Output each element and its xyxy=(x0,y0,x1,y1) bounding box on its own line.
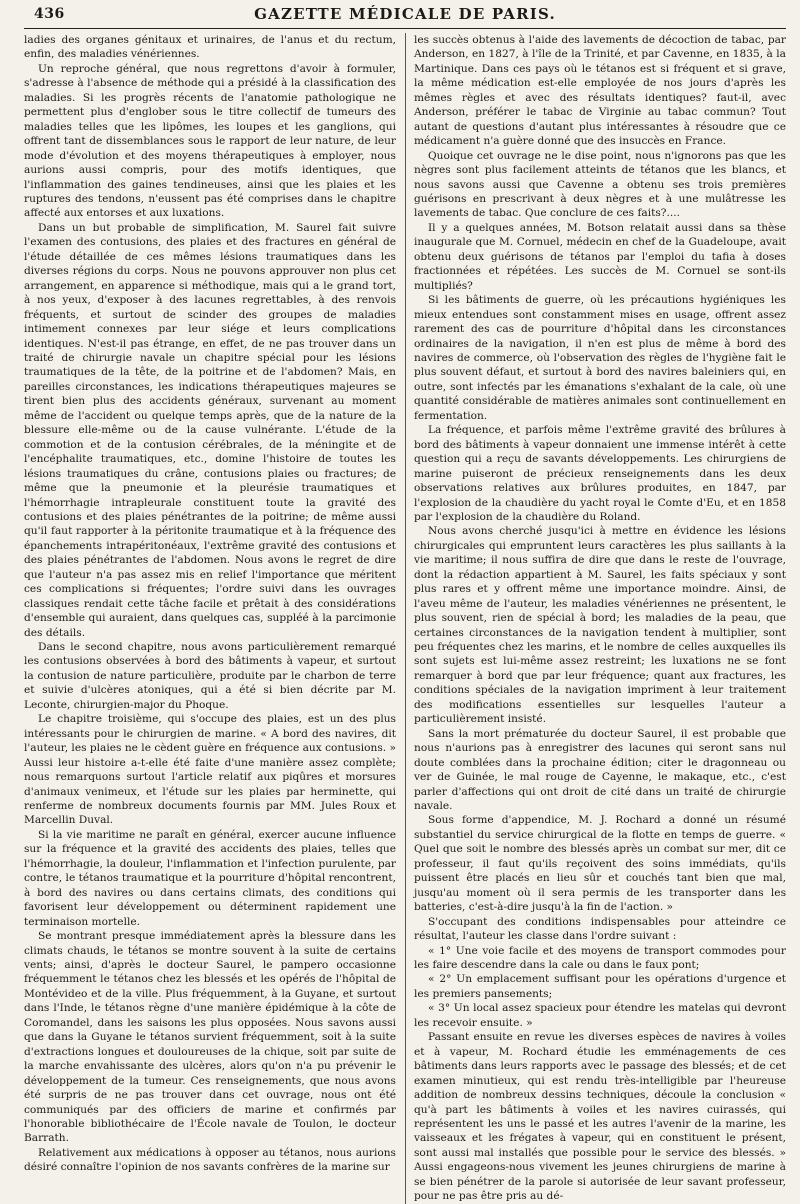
list-item: « 2° Un emplacement suffisant pour les opérations d'urgence et les premiers pansements; xyxy=(414,973,786,1000)
paragraph: Un reproche général, que nous regrettons d'avoir à formuler, s'adresse à l'absence de méthode qui a présidé à la classification des maladies. Si les progrès récents de l'anatomie pathologique ne permettent plus d'englober sous le titre collectif de tumeurs des maladies telles que les lipômes, les loupes et les ganglions, qui offrent tant de dissemblances sous le rapport de leur nature, de leur mode d'évolution et des moyens thérapeutiques à employer, nous aurions aussi compris, pour des motifs identiques, que l'inflammation des gaines tendineuses, ainsi que les plaies et les ruptures des tendons, n'eussent pas été comprises dans le chapitre affecté aux entorses et aux luxations. xyxy=(24,62,396,220)
paragraph: ladies des organes génitaux et urinaires, de l'anus et du rectum, enfin, des maladies vénériennes. xyxy=(24,34,396,61)
column-divider xyxy=(405,33,406,1204)
paragraph: La fréquence, et parfois même l'extrême gravité des brûlures à bord des bâtiments à vapeur donnaient une immense intérêt à cette question qui a reçu de savants développements. Les chirurgiens de marine puiseront de précieux renseignements dans les deux observations relatives aux brûlures produites, en 1847, par l'explosion de la chaudière du yacht royal le Comte d'Eu, et en 1858 par l'explosion de la chaudière du Roland. xyxy=(414,424,786,523)
page-number: 436 xyxy=(34,6,65,22)
list-item: « 1° Une voie facile et des moyens de transport commodes pour les faire descendre dans la cale ou dans le faux pont; xyxy=(414,944,786,971)
paragraph: Sans la mort prématurée du docteur Saurel, il est probable que nous n'aurions pas à enregistrer des lacunes qui seront sans nul doute comblées dans la prochaine édition; citer le dragonneau ou ver de Guinée, le mal rouge de Cayenne, le makaque, etc., c'est parler d'affections qui ont droit de cité dans un traité de chirurgie navale. xyxy=(414,727,786,813)
paragraph: Sous forme d'appendice, M. J. Rochard a donné un résumé substantiel du service chirurgical de la flotte en temps de guerre. « Quel que soit le nombre des blessés après un combat sur mer, dit ce professeur, il faut qu'ils reçoivent des soins immédiats, qu'ils puissent être placés en lieu sûr et couchés tant bien que mal, jusqu'au moment où il sera permis de les transporter dans les batteries, c'est-à-dire jusqu'à la fin de l'action. » xyxy=(414,814,786,914)
page-header xyxy=(24,0,786,29)
paragraph: Nous avons cherché jusqu'ici à mettre en évidence les lésions chirurgicales qui empruntent leurs caractères les plus saillants à la vie maritime; il nous suffira de dire que dans le reste de l'ouvrage, dont la rédaction appartient à M. Saurel, les faits spéciaux y sont plus rares et y offrent même une importance moindre. Ainsi, de l'aveu même de l'auteur, les maladies vénériennes ne présentent, le plus souvent, rien de spécial à bord; les maladies de la peau, que certaines circonstances de la navigation tendent à multiplier, sont peu fréquentes chez les marins, et le nombre de celles auxquelles ils sont sujets est lui-même assez restreint; les luxations ne se font remarquer à bord que par leur fréquence; quant aux fractures, les conditions spéciales de la navigation impriment à leur traitement des modifications essentielles sur lesquelles l'auteur a particulièrement insisté. xyxy=(414,525,786,726)
paragraph: Relativement aux médications à opposer au tétanos, nous aurions désiré connaître l'opinion de nos savants confrères de la marine sur xyxy=(24,1146,396,1174)
journal-title: GAZETTE MÉDICALE DE PARIS. xyxy=(254,5,556,23)
list-item: « 3° Un local assez spacieux pour étendre les matelas qui devront les recevoir ensuite. » xyxy=(414,1002,786,1029)
paragraph: Si les bâtiments de guerre, où les précautions hygiéniques les mieux entendues sont constamment mises en usage, offrent assez rarement des cas de pourriture d'hôpital dans les circonstances ordinaires de la navigation, il n'en est plus de même à bord des navires de commerce, où l'observation des règles de l'hygiène fait le plus souvent défaut, et surtout à bord des navires baleiniers qui, en outre, sont infectés par les émanations s'exhalant de la cale, où une quantité considérable de matières animales sont continuellement en fermentation. xyxy=(414,294,786,422)
paragraph: Dans un but probable de simplification, M. Saurel fait suivre l'examen des contusions, des plaies et des fractures en général de l'étude détaillée de ces mêmes lésions traumatiques dans les diverses régions du corps. Nous ne pouvons approuver non plus cet arrangement, en apparence si méthodique, mais qui a le grand tort, à nos yeux, d'exposer à des lacunes regrettables, à des renvois fréquents, et surtout de scinder des groupes de maladies intimement connexes par leur siége et leurs complications identiques. N'est-il pas étrange, en effet, de ne pas trouver dans un traité de chirurgie navale un chapitre spécial pour les lésions traumatiques de la tête, de la poitrine et de l'abdomen? Mais, en pareilles circonstances, les indications thérapeutiques majeures se tirent bien plus des accidents généraux, survenant au moment même de l'accident ou quelque temps après, que de la nature de la blessure elle-même ou de la cause vulnérante. L'étude de la commotion et de la contusion cérébrales, de la méningite et de l'encéphalite traumatiques, etc., domine l'histoire de toutes les lésions traumatiques du crâne, contusions plaies ou fractures; de même que la pneumonie et la pleurésie traumatiques et l'hémorrhagie intrapleurale constituent toute la gravité des contusions et des plaies pénétrantes de la poitrine; de même aussi qu'il faut rapporter à la péritonite traumatique et à la fréquence des épanchements intrapéritonéaux, l'extrême gravité des contusions et des plaies pénétrantes de l'abdomen. Nous avons le regret de dire que l'auteur n'a pas assez mis en relief l'importance que méritent ces complications si fréquentes; l'ordre suivi dans les ouvrages classiques rendait cette tâche facile et prêtait à des considérations d'ensemble qui auraient, dans quelques cas, suppléé à la parcimonie des détails. xyxy=(24,221,396,639)
text-columns xyxy=(24,33,786,1204)
paragraph: Le chapitre troisième, qui s'occupe des plaies, est un des plus intéressants pour le chirurgien de marine. « A bord des navires, dit l'auteur, les plaies ne le cèdent guère en fréquence aux contusions. » Aussi leur histoire a-t-elle été faite d'une manière assez complète; nous remarquons surtout l'article relatif aux piqûres et morsures d'animaux venimeux, et l'étude sur les plaies par herminette, qui renferme de nombreux documents fournis par MM. Jules Roux et Marcellin Duval. xyxy=(24,713,396,827)
paragraph: Si la vie maritime ne paraît en général, exercer aucune influence sur la fréquence et la gravité des accidents des plaies, telles que l'hémorrhagie, la douleur, l'inflammation et l'infection purulente, par contre, le tétanos traumatique et la pourriture d'hôpital rencontrent, à bord des navires ou dans certains climats, des conditions qui favorisent leur développement ou déterminent rapidement une terminaison mortelle. xyxy=(24,828,396,928)
paragraph: S'occupant des conditions indispensables pour atteindre ce résultat, l'auteur les classe dans l'ordre suivant : xyxy=(414,915,786,943)
paragraph: les succès obtenus à l'aide des lavements de décoction de tabac, par Anderson, en 1827, à l'île de la Trinité, et par Cavenne, en 1835, à la Martinique. Dans ces pays où le tétanos est si fréquent et si grave, la même médication est-elle employée de nos jours d'après les mêmes règles et avec des résultats identiques? faut-il, avec Anderson, préférer le tabac de Virginie au tabac commun? Tout autant de questions d'autant plus intéressantes à résoudre que ce médicament n'a guère donné que des insuccès en France. xyxy=(414,34,786,148)
paragraph: Quoique cet ouvrage ne le dise point, nous n'ignorons pas que les nègres sont plus facilement atteints de tétanos que les blancs, et nous savons aussi que Cavenne a obtenu ses trois premières guérisons en prescrivant à deux nègres et à une mulâtresse les lavements de tabac. Que conclure de ces faits?.... xyxy=(414,149,786,220)
paragraph: Se montrant presque immédiatement après la blessure dans les climats chauds, le tétanos se montre souvent à la suite de certains vents; ainsi, d'après le docteur Saurel, le pampero occasionne fréquemment le tétanos chez les blessés et les opérés de l'hôpital de Montévideo et de la ville. Plus fréquemment, à la Guyane, et surtout dans l'Inde, le tétanos règne d'une manière épidémique à la côte de Coromandel, dans les saisons les plus opposées. Nous savons aussi que dans la Guyane le tétanos survient fréquemment, soit à la suite d'extractions longues et douloureuses de la chique, soit par suite de la marche envahissante des ulcères, alors qu'on n'a pu prévenir le développement de la tumeur. Ces renseignements, que nous avons été surpris de ne pas trouver dans cet ouvrage, nous ont été communiqués par des officiers de marine et confirmés par l'honorable bibliothécaire de l'École navale de Toulon, le docteur Barrath. xyxy=(24,930,396,1145)
left-column xyxy=(24,33,396,1204)
right-column xyxy=(414,33,786,1204)
paragraph: Il y a quelques années, M. Botson relatait aussi dans sa thèse inaugurale que M. Cornuel, médecin en chef de la Guadeloupe, avait obtenu deux guérisons de tétanos par l'emploi du tafia à doses fractionnées et répétées. Les succès de M. Cornuel se sont-ils multipliés? xyxy=(414,221,786,292)
paragraph: Passant ensuite en revue les diverses espèces de navires à voiles et à vapeur, M. Rochard étudie les emménagements de ces bâtiments dans leurs rapports avec le passage des blessés; et de cet examen minutieux, qui est rendu très-intelligible par l'heureuse addition de nombreux dessins techniques, découle la conclusion « qu'à part les bâtiments à voiles et les navires cuirassés, qui représentent les uns le passé et les autres l'avenir de la marine, les vaisseaux et les frégates à vapeur, qui en constituent le présent, sont aussi mal installés que possible pour le service des blessés. » Aussi engageons-nous vivement les jeunes chirurgiens de marine à se bien pénétrer de la parole si autorisée de leur savant professeur, pour ne pas être pris au dé- xyxy=(414,1031,786,1203)
paragraph: Dans le second chapitre, nous avons particulièrement remarqué les contusions observées à bord des bâtiments à vapeur, et surtout la contusion de nature particulière, produite par le charbon de terre et suivie d'ulcères atoniques, qui a été si bien décrite par M. Leconte, chirurgien-major du Phoque. xyxy=(24,641,396,711)
